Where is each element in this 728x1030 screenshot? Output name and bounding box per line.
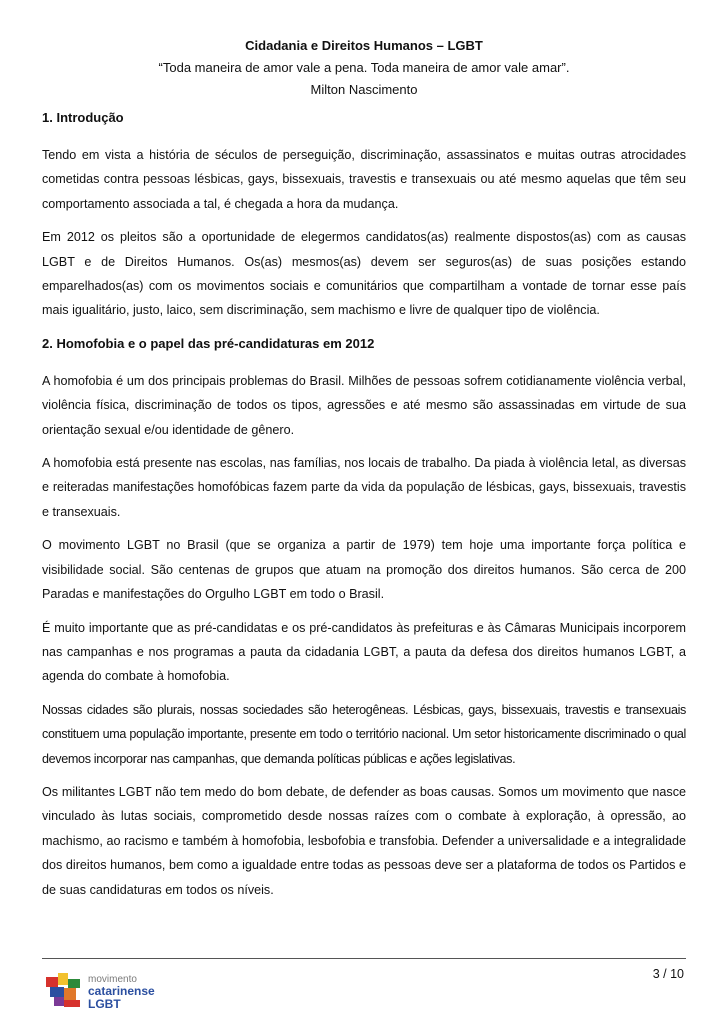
epigraph-quote: “Toda maneira de amor vale a pena. Toda maneira de amor vale amar”.: [158, 60, 570, 75]
paragraph: Em 2012 os pleitos são a oportunidade de elegermos candidatos(as) realmente dispostos(as) com as causas LGBT e de Direitos Humanos. Os(as) mesmos(as) devem ser seguros(as) de suas posições estando emparelhados(as) com os movimentos sociais e comunitários que compartilham a vontade de tornar esse país mais igualitário, justo, laico, sem discriminação, sem machismo e livre de qualquer tipo de violência.: [42, 230, 686, 318]
paragraph: A homofobia é um dos principais problemas do Brasil. Milhões de pessoas sofrem cotidianamente violência verbal, violência física, discriminação de todos os tipos, agressões e até mesmo são assassinadas em virtude de sua orientação sexual e/ou identidade de gênero.: [42, 373, 686, 437]
paragraph: Os militantes LGBT não tem medo do bom debate, de defender as boas causas. Somos um movimento que nasce vinculado às lutas sociais, comprometido desde nossas raízes com o combate à exploração, à opressão, ao machismo, ao racismo e também à homofobia, lesbofobia e transfobia. Defender a universalidade e a integralidade dos direitos humanos, bem como a igualdade entre todas as pessoas deve ser a plataforma de todos os Partidos e de suas candidaturas em todos os níveis.: [42, 784, 686, 897]
logo-word: movimento: [88, 974, 137, 985]
paragraph: É muito importante que as pré-candidatas e os pré-candidatos às prefeituras e às Câmaras Municipais incorporem nas campanhas e nos programas a pauta da cidadania LGBT, a pauta da defesa dos direitos humanos LGBT, a agenda do combate à homofobia.: [42, 620, 686, 684]
paragraph: Nossas cidades são plurais, nossas sociedades são heterogêneas. Lésbicas, gays, bissexuais, travestis e transexuais constituem uma população importante, presente em todo o território nacional. Um setor historicamente discriminado o qual devemos incorporar nas campanhas, que demanda políticas públicas e ações legislativas.: [42, 702, 686, 766]
page-footer: [42, 958, 686, 1011]
paragraph: A homofobia está presente nas escolas, nas famílias, nos locais de trabalho. Da piada à violência letal, as diversas e reiteradas manifestações homofóbicas fazem parte da vida da população de lésbicas, gays, bissexuais, travestis e transexuais.: [42, 456, 686, 519]
epigraph-author: Milton Nascimento: [310, 82, 418, 97]
paragraph: O movimento LGBT no Brasil (que se organiza a partir de 1979) tem hoje uma importante força política e visibilidade social. São centenas de grupos que atuam na promoção dos direitos humanos. São cerca de 200 Paradas e manifestações do Orgulho LGBT em todo o Brasil.: [42, 538, 686, 602]
document-title: Cidadania e Direitos Humanos – LGBT: [245, 38, 483, 53]
section-introducao: [42, 106, 686, 323]
section-heading: 1. Introdução: [42, 110, 124, 125]
document-body: [42, 106, 686, 911]
section-homofobia: [42, 332, 686, 902]
logo-word: catarinense: [88, 984, 155, 998]
movimento-catarinense-lgbt-logo: [44, 969, 194, 1013]
paragraph: Tendo em vista a história de séculos de perseguição, discriminação, assassinatos e muitas outras atrocidades cometidas contra pessoas lésbicas, gays, bissexuais, travestis e transexuais ou até mesmo aquelas que têm seu comportamento associada a tal, é chegada a hora da mudança.: [42, 148, 686, 211]
page-number: 3 / 10: [652, 967, 684, 981]
logo-word: LGBT: [88, 997, 121, 1011]
section-heading: 2. Homofobia e o papel das pré-candidaturas em 2012: [42, 335, 375, 351]
